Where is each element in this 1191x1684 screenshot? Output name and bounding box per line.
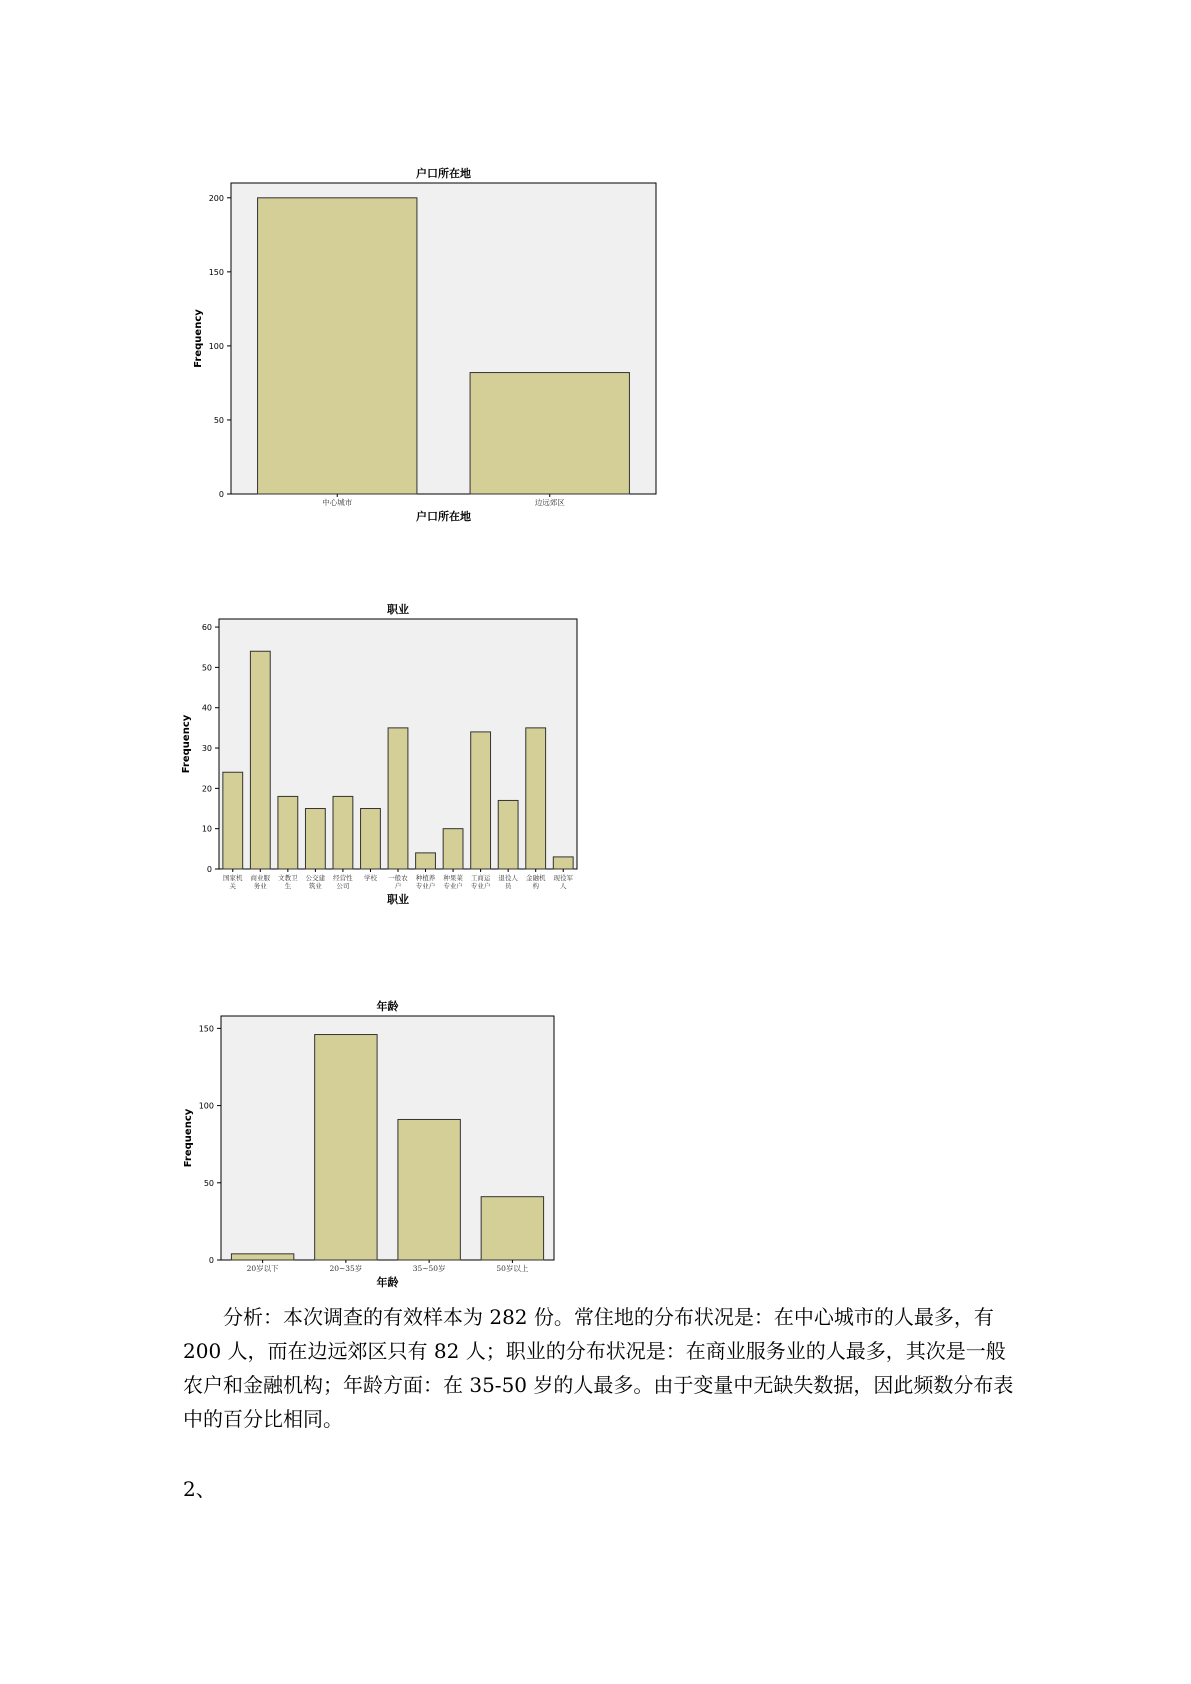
chart-title: 户口所在地 [416,167,471,180]
x-tick-label: 中心城市 [322,498,353,507]
x-tick-label: 退役人 [498,874,518,882]
x-tick-label: 员 [504,882,512,890]
y-tick-label: 0 [208,1256,214,1265]
bar [481,1197,543,1260]
y-tick-label: 100 [208,341,224,351]
x-tick-label: 商业服 [250,874,271,882]
x-tick-label: 学校 [363,874,377,882]
y-tick-label: 20 [201,784,212,794]
section-number: 2、 [183,1477,216,1501]
y-tick-label: 40 [201,703,212,713]
x-tick-label: 专业户 [415,882,436,890]
x-tick-label: 人 [559,882,567,890]
y-tick-label: 10 [201,824,212,834]
y-tick-label: 50 [201,663,212,673]
x-tick-label: 35~50岁 [412,1264,446,1273]
x-tick-label: 文教卫 [278,874,298,882]
x-tick-label: 公交建 [305,874,326,882]
x-tick-label: 20~35岁 [329,1264,363,1273]
x-tick-label: 工商运 [470,874,491,882]
x-tick-label: 边远郊区 [534,498,565,507]
chart-title: 职业 [387,603,409,616]
x-tick-label: 专业户 [443,882,463,890]
x-tick-label: 专业户 [470,882,491,890]
x-tick-label: 种植养 [415,874,436,882]
x-tick-label: 关 [229,882,237,890]
x-tick-label: 务业 [253,882,267,890]
y-axis-label: Frequency [181,714,192,774]
y-axis-label: Frequency [193,309,204,368]
x-axis-label: 职业 [387,893,409,906]
y-tick-label: 150 [208,267,224,277]
x-tick-label: 筑业 [308,882,322,890]
bar [398,1119,460,1260]
x-tick-label: 一般农 [388,874,408,882]
x-tick-label: 生 [284,882,292,890]
y-axis-label: Frequency [183,1108,194,1168]
x-tick-label: 种果菜 [443,874,463,882]
x-tick-label: 经营性 [333,874,353,882]
y-tick-label: 200 [208,193,224,203]
y-tick-label: 100 [198,1101,214,1111]
bar [315,1035,377,1260]
x-axis-label: 年龄 [376,1276,399,1289]
y-tick-label: 0 [218,490,224,499]
x-tick-label: 20岁以下 [246,1264,279,1273]
x-tick-label: 公司 [336,882,350,890]
x-tick-label: 现役军 [553,874,573,882]
y-tick-label: 60 [201,623,212,633]
y-tick-label: 50 [213,415,224,425]
y-tick-label: 150 [198,1024,214,1034]
x-tick-label: 构 [532,882,539,890]
x-tick-label: 国家机 [223,874,243,882]
chart-title: 年龄 [376,1000,399,1013]
x-tick-label: 户 [394,882,402,890]
x-tick-label: 50岁以上 [496,1264,529,1273]
y-tick-label: 50 [203,1178,214,1188]
analysis-paragraph: 分析：本次调查的有效样本为 282 份。常住地的分布状况是：在中心城市的人最多，有 200 人，而在边远郊区只有 82 人；职业的分布状况是：在商业服务业的人最多，其次是一般农户和金融机构；年龄方面：在 35-50 岁的人最多。由于变量中无缺失数据，因此频数分布表中的百分比相同。 [183,1305,1014,1431]
bar [231,1254,293,1260]
x-tick-label: 金融机 [525,874,546,882]
y-tick-label: 30 [201,744,212,754]
y-tick-label: 0 [206,865,212,874]
x-axis-label: 户口所在地 [416,510,471,523]
